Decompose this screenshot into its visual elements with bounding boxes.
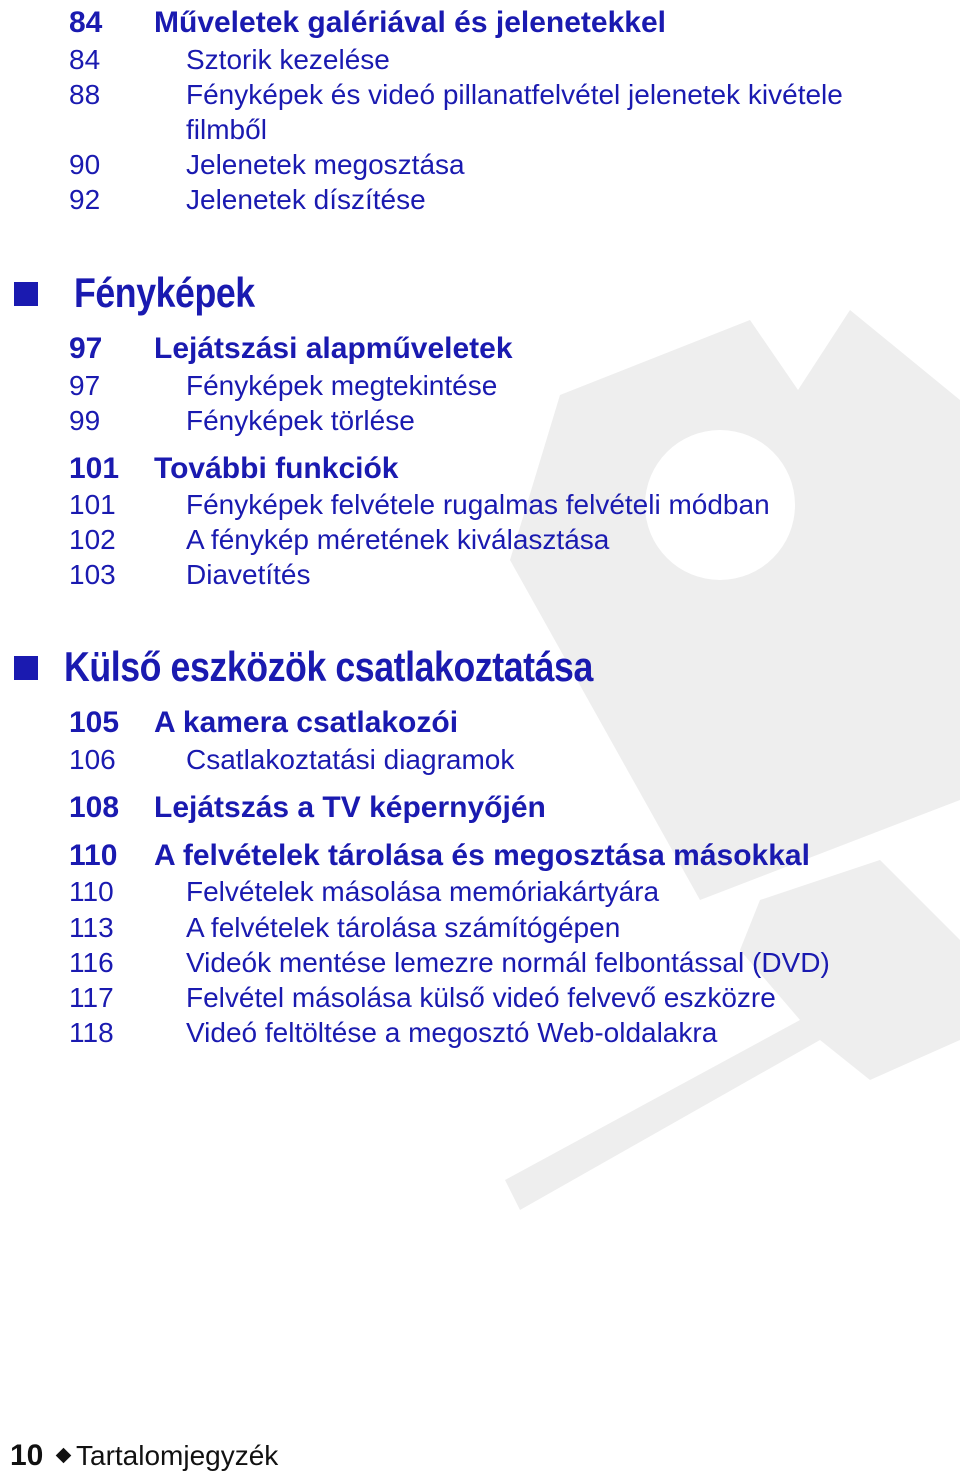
toc-entry-title: Lejátszás a TV képernyőjén	[154, 791, 546, 824]
toc-entry-title: Videó feltöltése a megosztó Web-oldalakra	[186, 1017, 718, 1048]
footer-label[interactable]: Tartalomjegyzék	[76, 1440, 279, 1471]
toc-page-number: 106	[69, 744, 116, 775]
toc-page-number: 90	[69, 149, 101, 180]
toc-page-number: 99	[69, 405, 101, 436]
footer-page-number: 10	[10, 1439, 44, 1472]
toc-entry-title: Csatlakoztatási diagramok	[186, 744, 515, 775]
section-title: Fényképek	[74, 269, 255, 316]
toc-page-number: 113	[69, 912, 114, 943]
toc-page-number: 97	[69, 332, 103, 365]
toc-page-number: 108	[69, 791, 120, 824]
toc-entry-title: A fénykép méretének kiválasztása	[186, 524, 610, 555]
toc-entry-title: Fényképek megtekintése	[186, 370, 498, 401]
toc-page-number: 102	[69, 524, 116, 555]
toc-page-number: 117	[69, 982, 114, 1013]
toc-entry-title: Sztorik kezelése	[186, 44, 390, 75]
toc-page-number: 92	[69, 184, 101, 215]
toc-page-number: 105	[69, 706, 120, 739]
toc-page-number: 101	[69, 489, 116, 520]
toc-page-number: 118	[69, 1017, 114, 1048]
toc-page-number: 88	[69, 79, 101, 110]
toc-page-number: 97	[69, 370, 101, 401]
toc-entry-title: Fényképek felvétele rugalmas felvételi módban	[186, 489, 770, 520]
toc-entry-title: Fényképek törlése	[186, 405, 415, 436]
toc-page-number: 116	[69, 947, 114, 978]
toc-page-number: 103	[69, 559, 116, 590]
section-title: Külső eszközök csatlakoztatása	[64, 643, 593, 690]
diamond-separator-icon	[56, 1448, 72, 1464]
toc-entry-title: Fényképek és videó pillanatfelvétel jelenetek kivétele	[186, 79, 843, 110]
toc-entry-title: A felvételek tárolása és megosztása másokkal	[154, 839, 810, 872]
section-bullet-square-icon	[14, 282, 38, 306]
section-bullet-square-icon	[14, 656, 38, 680]
toc-entry-title: A kamera csatlakozói	[154, 706, 459, 739]
toc-entry-title: Jelenetek díszítése	[186, 184, 426, 215]
toc-entry-title: Felvétel másolása külső videó felvevő eszközre	[186, 982, 776, 1013]
toc-page-number: 101	[69, 452, 120, 485]
toc-page-number: 110	[69, 876, 114, 907]
toc-entry-title: Felvételek másolása memóriakártyára	[186, 876, 660, 907]
toc-entry-title: További funkciók	[154, 452, 399, 485]
toc-entry-title: Jelenetek megosztása	[186, 149, 465, 180]
toc-page-number: 110	[69, 839, 118, 872]
toc-entry-title: Diavetítés	[186, 559, 311, 590]
toc-entry-title: A felvételek tárolása számítógépen	[186, 912, 621, 943]
toc-page-number: 84	[69, 44, 101, 75]
toc-page-number: 84	[69, 6, 103, 39]
toc-entry-title: filmből	[186, 114, 267, 145]
toc-entry-title: Videók mentése lemezre normál felbontással (DVD)	[186, 947, 830, 978]
toc-entry-title: Lejátszási alapműveletek	[154, 332, 513, 365]
toc-entry-title: Műveletek galériával és jelenetekkel	[154, 6, 666, 39]
